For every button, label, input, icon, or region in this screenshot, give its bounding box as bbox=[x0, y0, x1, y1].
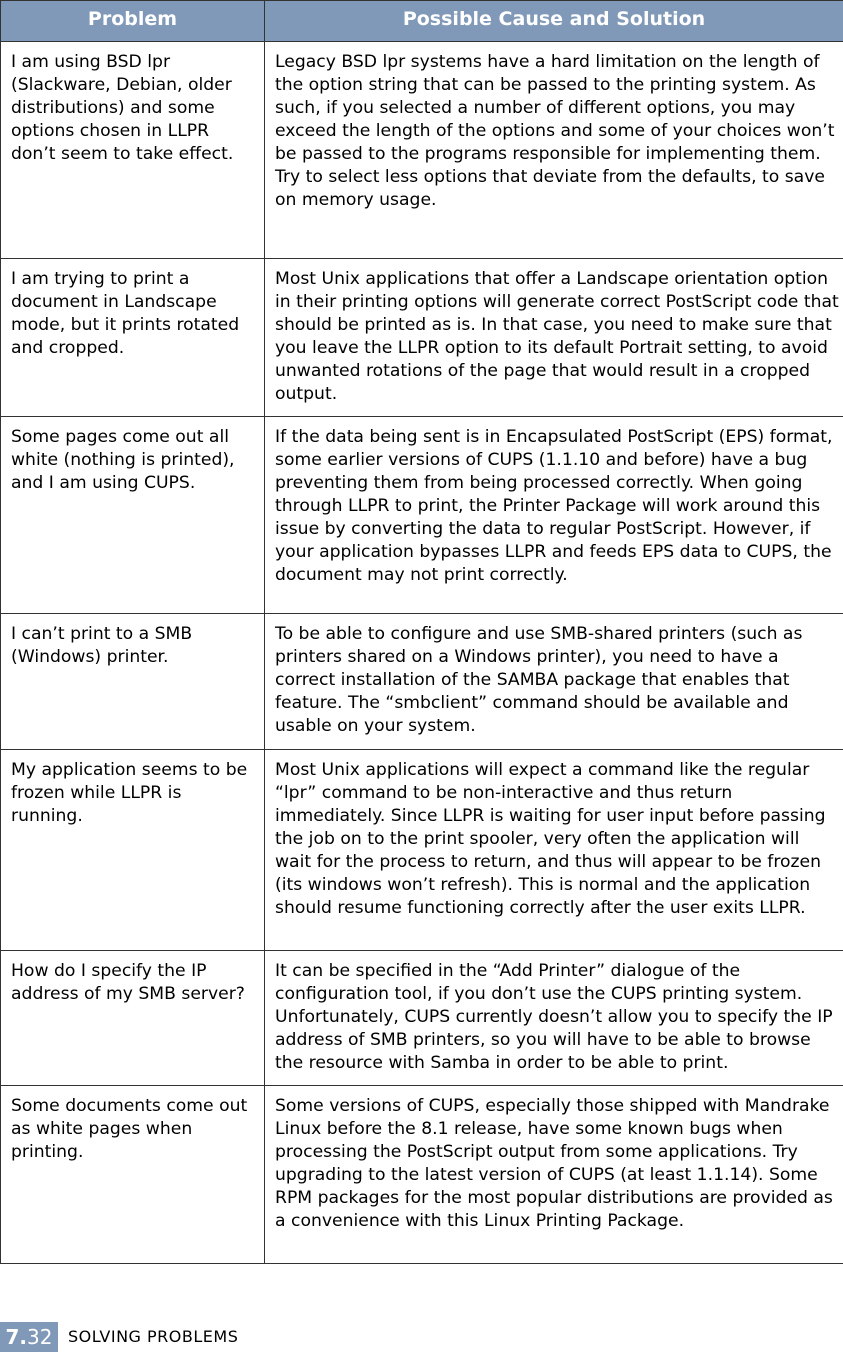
table-row bbox=[1, 1086, 843, 1264]
page-number-badge bbox=[0, 1322, 58, 1352]
table-row bbox=[1, 417, 843, 614]
page-footer bbox=[0, 1322, 300, 1352]
header-cause-solution: Possible Cause and Solution bbox=[265, 1, 843, 42]
problem-cell: I am trying to print a document in Landscape mode, but it prints rotated and cropped. bbox=[1, 259, 265, 417]
table-row bbox=[1, 614, 843, 750]
header-problem: Problem bbox=[1, 1, 265, 42]
problem-cell: Some pages come out all white (nothing is printed), and I am using CUPS. bbox=[1, 417, 265, 614]
solution-cell: Most Unix applications that offer a Landscape orientation option in their printing options will generate correct PostScript code that should be printed as is. In that case, you need to make sure that you leave the LLPR option to its default Portrait setting, to avoid unwanted rotations of the page that would result in a cropped output. bbox=[265, 259, 843, 417]
section-title: SOLVING PROBLEMS bbox=[68, 1327, 239, 1346]
solution-cell: Some versions of CUPS, especially those shipped with Mandrake Linux before the 8.1 release, have some known bugs when processing the PostScript output from some applications. Try upgrading to the latest version of CUPS (at least 1.1.14). Some RPM packages for the most popular distributions are provided as a convenience with this Linux Printing Package. bbox=[265, 1086, 843, 1264]
problem-cell: I am using BSD lpr (Slackware, Debian, older distributions) and some options chosen in LLPR don’t seem to take effect. bbox=[1, 42, 265, 259]
solution-cell: Most Unix applications will expect a command like the regular “lpr” command to be non-interactive and thus return immediately. Since LLPR is waiting for user input before passing the job on to the print spooler, very often the application will wait for the process to return, and thus will appear to be frozen (its windows won’t refresh). This is normal and the application should resume functioning correctly after the user exits LLPR. bbox=[265, 750, 843, 951]
solution-cell: Legacy BSD lpr systems have a hard limitation on the length of the option string that can be passed to the printing system. As such, if you selected a number of different options, you may exceed the length of the options and some of your choices won’t be passed to the programs responsible for implementing them. Try to select less options that deviate from the defaults, to save on memory usage. bbox=[265, 42, 843, 259]
solution-cell: To be able to configure and use SMB-shared printers (such as printers shared on a Windows printer), you need to have a correct installation of the SAMBA package that enables that feature. The “smbclient” command should be available and usable on your system. bbox=[265, 614, 843, 750]
table-row bbox=[1, 42, 843, 259]
problem-cell: Some documents come out as white pages when printing. bbox=[1, 1086, 265, 1264]
table-row bbox=[1, 951, 843, 1086]
solution-cell: If the data being sent is in Encapsulated PostScript (EPS) format, some earlier versions of CUPS (1.1.10 and before) have a bug preventing them from being processed correctly. When going through LLPR to print, the Printer Package will work around this issue by converting the data to regular PostScript. However, if your application bypasses LLPR and feeds EPS data to CUPS, the document may not print correctly. bbox=[265, 417, 843, 614]
table-row bbox=[1, 750, 843, 951]
table-row bbox=[1, 259, 843, 417]
page-chapter: 7. bbox=[5, 1325, 28, 1349]
page-number: 32 bbox=[27, 1325, 53, 1349]
problem-cell: My application seems to be frozen while LLPR is running. bbox=[1, 750, 265, 951]
table-header-row bbox=[1, 1, 843, 42]
problem-cell: I can’t print to a SMB (Windows) printer. bbox=[1, 614, 265, 750]
solution-cell: It can be specified in the “Add Printer” dialogue of the configuration tool, if you don’t use the CUPS printing system. Unfortunately, CUPS currently doesn’t allow you to specify the IP address of SMB printers, so you will have to be able to browse the resource with Samba in order to be able to print. bbox=[265, 951, 843, 1086]
problem-cell: How do I specify the IP address of my SMB server? bbox=[1, 951, 265, 1086]
